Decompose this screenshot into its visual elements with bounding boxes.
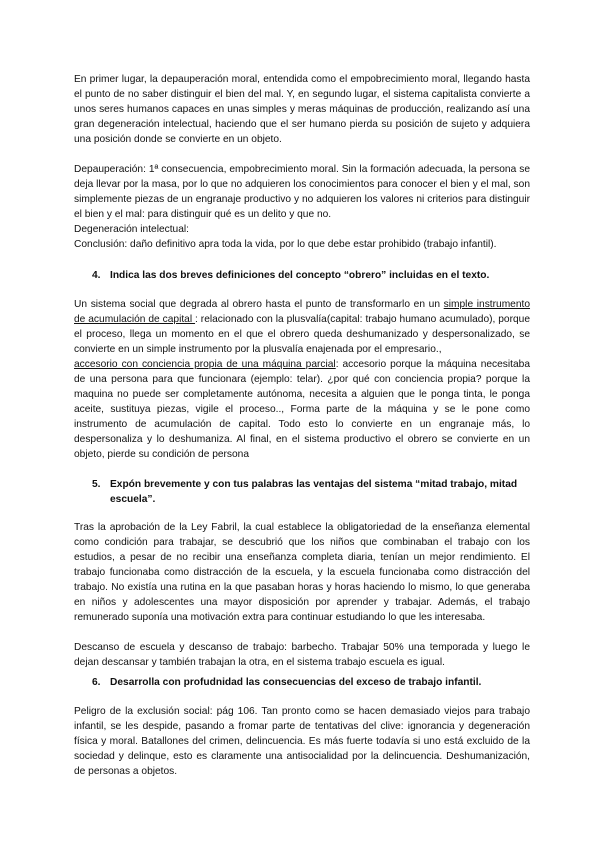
answer-5-paragraph-2: Descanso de escuela y descanso de trabajo: barbecho. Trabajar 50% una temporada y luego le dejan descansar y también trabajan la otra, en el sistema trabajo escuela es igual. <box>74 642 530 668</box>
question-number: 6. <box>92 677 101 688</box>
question-number: 4. <box>92 270 101 281</box>
underlined-term-capital-instrument: simple instrumento de acumulación de capital <box>74 299 531 325</box>
paragraph-intellectual-degeneration: Degeneración intelectual: <box>74 224 189 235</box>
answer-4 <box>74 297 530 462</box>
paragraph-depauperation-intro: En primer lugar, la depauperación moral, entendida como el empobrecimiento moral, llegando hasta el punto de no saber distinguir el bien del mal. Y, en segundo lugar, el sistema capitalista convierte a unos seres humanos capaces en unas simples y meras máquinas de producción, realizando así una gran degeneración intelectual, haciendo que el ser humano pierda su posición de sujeto y adquiera una posición donde se convierte en un objeto. <box>74 74 530 145</box>
question-text: Expón brevemente y con tus palabras las ventajas del sistema “mitad trabajo, mitad escuela”. <box>110 479 518 505</box>
answer-6-paragraph: Peligro de la exclusión social: pág 106. Tan pronto como se hacen demasiado viejos para trabajo infantil, se les despide, pasando a fromar parte de tentativas del clive: ignorancia y degeneración física y moral. Batallones del crimen, delincuencia. Es más fuerte todavía si uno está excluido de la sociedad y delinque, esto es claramente una antisocialidad por la delincuencia. Deshumanización, de personas a objetos. <box>74 706 530 777</box>
question-text: Desarrolla con profudnidad las consecuencias del exceso de trabajo infantil. <box>110 677 482 688</box>
answer-4-def1-intro: Un sistema social que degrada al obrero hasta el punto de transformarlo en un <box>74 299 444 310</box>
question-4-heading <box>92 268 530 283</box>
answer-4-definition-1 <box>74 297 530 357</box>
question-6-heading <box>92 675 530 690</box>
answer-5-paragraph-1: Tras la aprobación de la Ley Fabril, la cual establece la obligatoriedad de la enseñanza elemental como condición para trabajar, se descubrió que los niños que combinaban el trabajo con los estudios, a pesar de no recibir una enseñanza completa diaria, tenían un mejor rendimiento. El trabajo funcionaba como distracción de la escuela, y la escuela funcionaba como distracción del trabajo. No existía una rutina en la que pasaban horas y horas haciendo lo mismo, lo que generaba en niños y adolescentes una mayor disposición por aprender y trabajar. Además, el trabajo remunerado suponía una motivación extra para continuar estudiando lo que les interesaba. <box>74 522 530 623</box>
paragraph-depauperation-definition: Depauperación: 1ª consecuencia, empobrecimiento moral. Sin la formación adecuada, la persona se deja llevar por la masa, por lo que no adquieren los conocimientos para conocer el bien y el mal, son simplemente piezas de un engranaje productivo y no adquieren los valores ni criterios para distinguir el bien y el mal: para distinguir qué es un delito y que no. <box>74 164 530 220</box>
answer-5 <box>74 520 530 670</box>
answer-4-def2-explanation: : accesorio porque la máquina necesitaba de una persona para que funcionara (ejemplo: telar). ¿por qué con conciencia propia? porque la maquina no puede ser completamente autónoma, necesita a alguien que le ponga tinta, le ponga aceite, sustituya piezas, vigile el proceso.., Forma parte de la máquina y se le pone como instrumento de acumulación de capital. Todo esto lo convierte en un engranaje más, lo despersonaliza y lo deshumaniza. Al final, en el sistema productivo el obrero se convierte en un objeto, pierde su condición de persona <box>74 359 530 460</box>
answer-6 <box>74 704 530 779</box>
paragraph-conclusion: Conclusión: daño definitivo apra toda la vida, por lo que debe estar prohibido (trabajo infantil). <box>74 239 497 250</box>
underlined-term-machine-accessory: accesorio con conciencia propia de una máquina parcial <box>74 359 336 370</box>
answer-4-definition-2 <box>74 357 530 462</box>
answer-4-def1-explanation: : relacionado con la plusvalía(capital: trabajo humano acumulado), porque el proceso, llega un momento en el que el obrero queda deshumanizado y despersonalizado, se convierte en un simple instrumento por la plusvalía enajenada por el empresario., <box>74 314 530 355</box>
question-text: Indica las dos breves definiciones del concepto “obrero” incluidas en el texto. <box>110 270 490 281</box>
question-5-heading <box>92 477 530 507</box>
question-number: 5. <box>92 479 101 490</box>
intro-section <box>74 72 530 252</box>
